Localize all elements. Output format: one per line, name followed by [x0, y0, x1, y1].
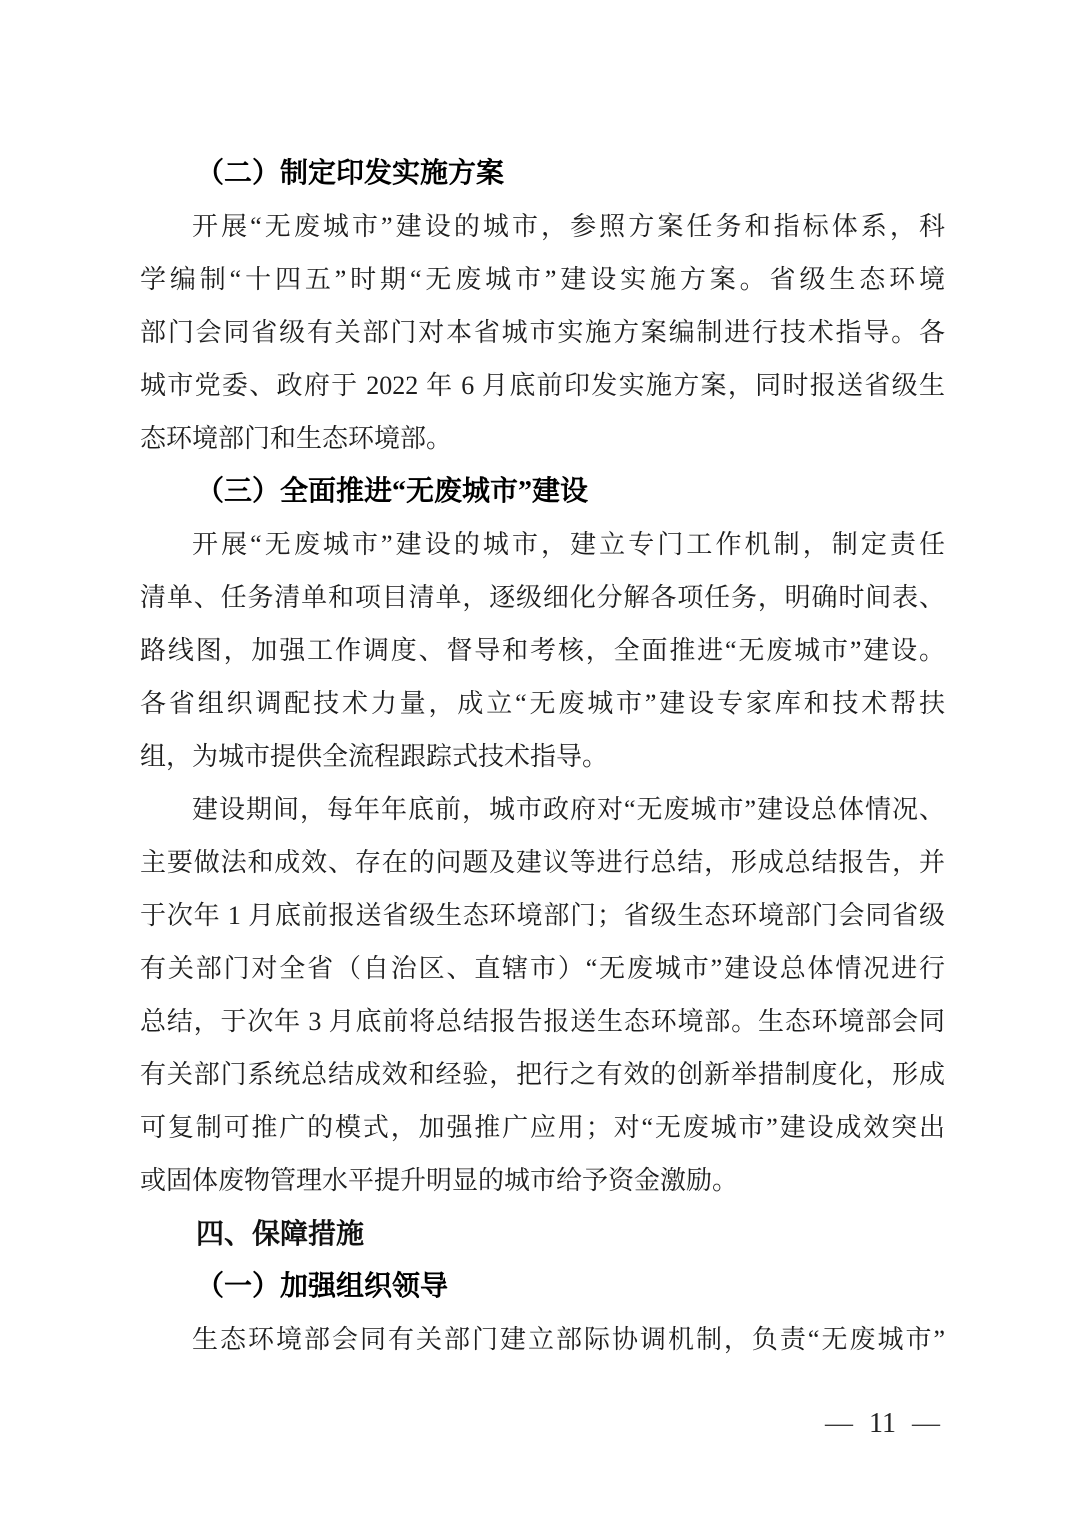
paragraph-line: 有关部门系统总结成效和经验，把行之有效的创新举措制度化，形成	[140, 1060, 945, 1089]
chapter-4-heading: 四、保障措施	[196, 1218, 365, 1249]
paragraph-line: 生态环境部会同有关部门建立部际协调机制，负责“无废城市”	[192, 1325, 945, 1354]
section-2-heading: （二）制定印发实施方案	[196, 158, 505, 189]
page-footer	[825, 1406, 940, 1442]
paragraph-line: 或固体废物管理水平提升明显的城市给予资金激励。	[140, 1166, 739, 1195]
paragraph-line: 可复制可推广的模式，加强推广应用；对“无废城市”建设成效突出	[140, 1113, 945, 1142]
page-number-dash-right: —	[912, 1408, 940, 1439]
paragraph-line: 路线图，加强工作调度、督导和考核，全面推进“无废城市”建设。	[140, 636, 945, 665]
paragraph-line: 于次年 1 月底前报送省级生态环境部门；省级生态环境部门会同省级	[140, 901, 945, 930]
paragraph-line: 有关部门对全省（自治区、直辖市）“无废城市”建设总体情况进行	[140, 954, 945, 983]
paragraph-line: 各省组织调配技术力量，成立“无废城市”建设专家库和技术帮扶	[140, 689, 945, 718]
paragraph-line: 城市党委、政府于 2022 年 6 月底前印发实施方案，同时报送省级生	[140, 371, 945, 400]
paragraph-line: 主要做法和成效、存在的问题及建议等进行总结，形成总结报告，并	[140, 848, 945, 877]
paragraph-line: 清单、任务清单和项目清单，逐级细化分解各项任务，明确时间表、	[140, 583, 945, 612]
paragraph-line: 部门会同省级有关部门对本省城市实施方案编制进行技术指导。各	[140, 318, 945, 347]
section-3-heading: （三）全面推进“无废城市”建设	[196, 476, 589, 507]
page-number: 11	[869, 1408, 896, 1439]
document-body	[140, 147, 945, 1366]
paragraph-line: 组，为城市提供全流程跟踪式技术指导。	[140, 742, 609, 771]
paragraph-line: 态环境部门和生态环境部。	[140, 424, 453, 453]
paragraph-line: 总结，于次年 3 月底前将总结报告报送生态环境部。生态环境部会同	[140, 1007, 945, 1036]
paragraph-line: 学编制“十四五”时期“无废城市”建设实施方案。省级生态环境	[140, 265, 945, 294]
page-number-dash-left: —	[825, 1408, 854, 1439]
paragraph-line: 开展“无废城市”建设的城市，参照方案任务和指标体系，科	[192, 212, 945, 241]
paragraph-line: 开展“无废城市”建设的城市，建立专门工作机制，制定责任	[192, 530, 945, 559]
paragraph-line: 建设期间，每年年底前，城市政府对“无废城市”建设总体情况、	[192, 795, 945, 824]
section-1-heading: （一）加强组织领导	[196, 1271, 449, 1302]
